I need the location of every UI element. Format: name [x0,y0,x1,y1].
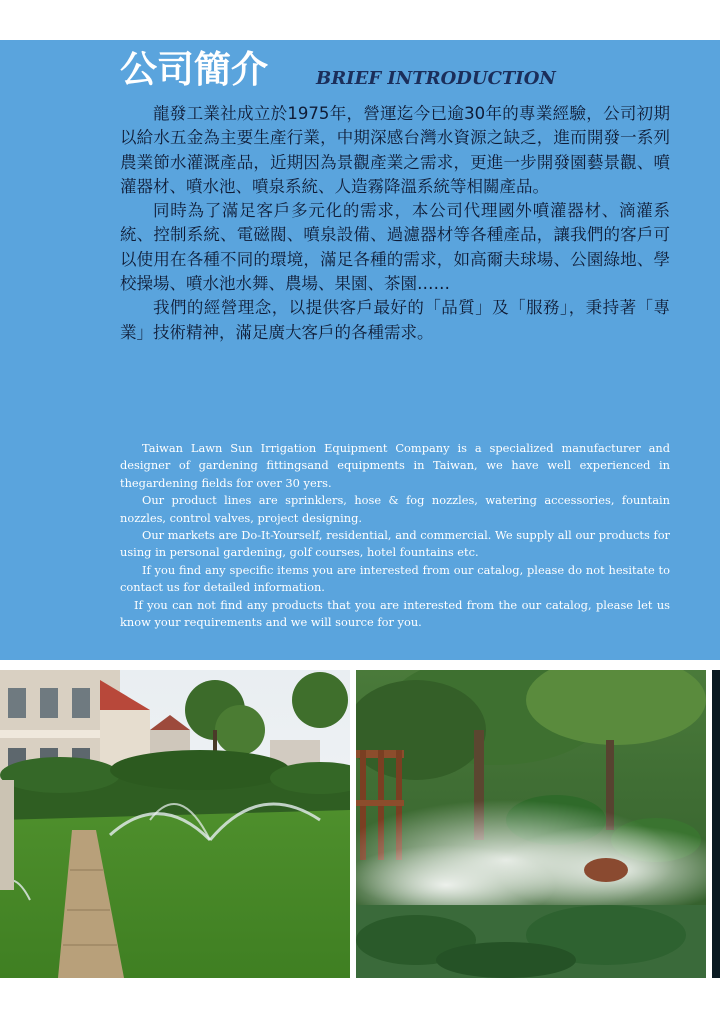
page-subtitle: BRIEF INTRODUCTION [316,68,556,89]
lawn-sprinkler-photo [0,670,350,978]
zh-paragraph-3: 我們的經營理念，以提供客戶最好的「品質」及「服務」，秉持著「專業」技術精神，滿足廣大客戶的各種需求。 [120,298,670,342]
en-paragraph-4: If you find any specific items you are interested from our catalog, please do not hesitate to contact us for detailed information. [120,562,670,595]
page-title: 公司簡介 [120,48,268,91]
en-paragraph-1: Taiwan Lawn Sun Irrigation Equipment Company is a specialized manufacturer and designer of gardening fittingsand equipments in Taiwan, we have well experienced in thegardening fields for over 30 yers. [120,441,670,490]
chinese-introduction [120,102,670,345]
zh-paragraph-2: 同時為了滿足客戶多元化的需求，本公司代理國外噴灌器材、滴灌系統、控制系統、電磁閥、噴泉設備、過濾器材等各種產品，讓我們的客戶可以使用在各種不同的環境，滿足各種的需求，如高爾夫球場、公園綠地、學校操場、噴水池水舞、農場、果園、茶園…… [120,201,670,294]
english-introduction [120,440,670,631]
en-paragraph-2: Our product lines are sprinklers, hose & fog nozzles, watering accessories, fountain nozzles, control valves, project designing. [120,493,670,525]
zh-paragraph-1: 龍發工業社成立於1975年，營運迄今已逾30年的專業經驗，公司初期以給水五金為主要生產行業，中期深感台灣水資源之缺乏，進而開發一系列農業節水灌溉產品，近期因為景觀產業之需求，更進一步開發園藝景觀、噴灌器材、噴水池、噴泉系統、人造霧降溫系統等相關產品。 [120,104,670,196]
top-margin [0,0,720,40]
fog-garden-photo [356,670,706,978]
en-paragraph-5: If you can not find any products that you are interested from the our catalog, please let us know your requirements and we will source for you. [120,597,670,630]
third-photo-edge [712,670,720,978]
en-paragraph-3: Our markets are Do-It-Yourself, residential, and commercial. We supply all our products for using in personal gardening, golf courses, hotel fountains etc. [120,528,670,560]
